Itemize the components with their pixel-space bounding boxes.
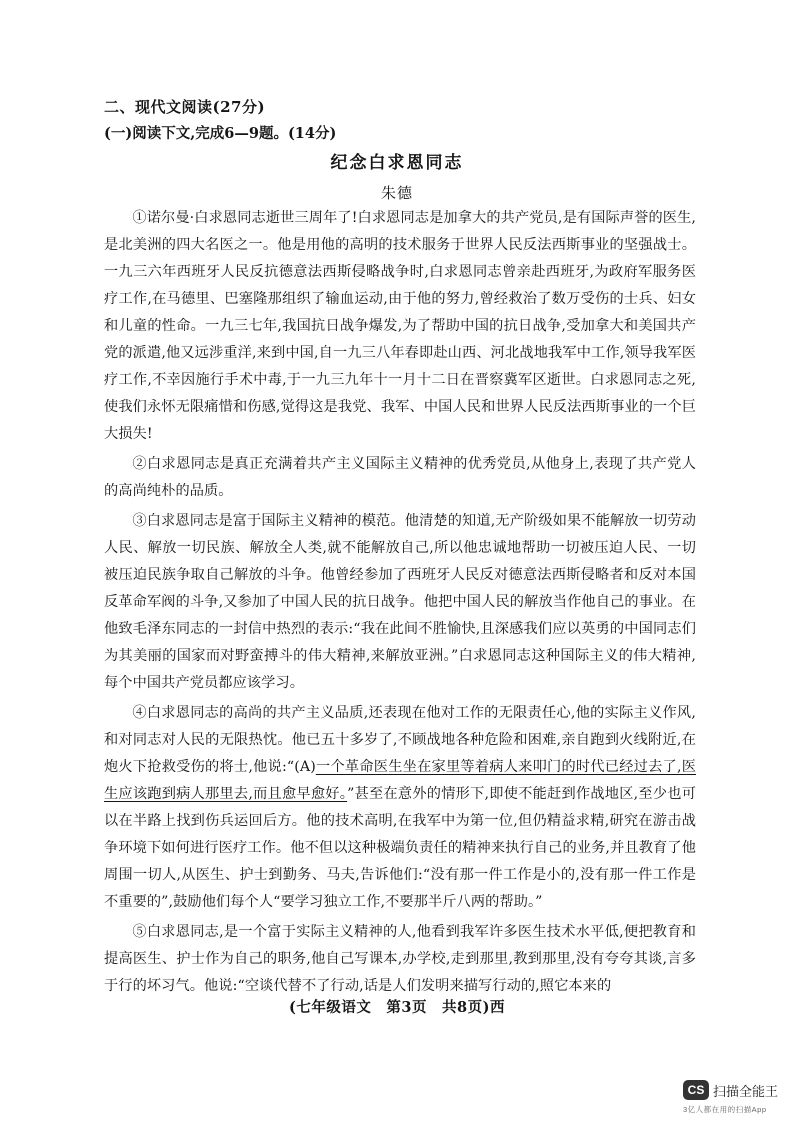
scanner-watermark <box>683 1080 778 1100</box>
question-instruction: (一)阅读下文,完成6—9题。(14分) <box>104 125 337 142</box>
paragraph-4 <box>104 700 696 916</box>
paragraph-4-rest: ”甚至在意外的情形下,即使不能赶到作战地区,至少也可以在半路上找到伤兵运回后方。他的技术高明,在我军中为第一位,但仍精益求精,研究在游击战争环境下如何进行医疗工作。他不但以这种极端负责任的精神来执行自己的业务,并且教育了他周围一切人,从医生、护士到勤务、马夫,告诉他们:“没有那一件工作是小的,没有那一件工作是不重要的”,鼓励他们每个人“要学习独立工作,不要那半斤八两的帮助。” <box>104 786 697 910</box>
article-title: 纪念白求恩同志 <box>330 153 464 173</box>
paragraph-5: ⑤白求恩同志,是一个富于实际主义精神的人,他看到我军许多医生技术水平低,便把教育和提高医生、护士作为自己的职务,他自己写课本,办学校,走到那里,教到那里,没有夸夸其谈,言多于行的坏习气。他说:“空谈代替不了行动,话是人们发明来描写行动的,照它本来的 <box>104 924 696 994</box>
camscanner-logo-icon: CS <box>683 1080 709 1100</box>
section-title: 二、现代文阅读(27分) <box>104 98 266 116</box>
paragraph-3: ③白求恩同志是富于国际主义精神的模范。他清楚的知道,无产阶级如果不能解放一切劳动人民、解放一切民族、解放全人类,就不能解放自己,所以他忠诚地帮助一切被压迫人民、一切被压迫民族争取自己解放的斗争。他曾经参加了西班牙人民反对德意法西斯侵略者和反对本国反革命军阀的斗争,又参加了中国人民的抗日战争。他把中国人民的解放当作他自己的事业。在他致毛泽东同志的一封信中热烈的表示:“我在此间不胜愉快,且深感我们应以英勇的中国同志们为其美丽的国家而对野蛮搏斗的伟大精神,来解放亚洲。”白求恩同志这种国际主义的伟大精神,每个中国共产党员都应该学习。 <box>104 513 696 691</box>
underlined-sentence-a: 一个革命医生坐在家里等着病人来叩门的时代已经过去了,医生应该跑到病人那里去,而且愈早愈好。 <box>104 759 696 802</box>
paragraph-1: ①诺尔曼·白求恩同志逝世三周年了!白求恩同志是加拿大的共产党员,是有国际声誉的医生,是北美洲的四大名医之一。他是用他的高明的技术服务于世界人民反法西斯事业的坚强战士。一九三六年西班牙人民反抗德意法西斯侵略战争时,白求恩同志曾亲赴西班牙,为政府军服务医疗工作,在马德里、巴塞隆那组织了输血运动,由于他的努力,曾经救治了数万受伤的士兵、妇女和儿童的性命。一九三七年,我国抗日战争爆发,为了帮助中国的抗日战争,受加拿大和美国共产党的派遣,他又远涉重洋,来到中国,自一九三八年春即赴山西、河北战地我军中工作,领导我军医疗工作,不幸因施行手术中毒,于一九三九年十一月十二日在晋察冀军区逝世。白求恩同志之死,使我们永怀无限痛惜和伤感,觉得这是我党、我军、中国人民和世界人民反法西斯事业的一个巨大损失! <box>104 210 696 442</box>
page-footer: (七年级语文 第3页 共8页)西 <box>289 999 505 1016</box>
scanner-tagline: 3亿人都在用的扫描App <box>683 1105 767 1114</box>
article-author: 朱德 <box>380 184 413 202</box>
paragraph-4-lead: ④白求恩同志的高尚的共产主义品质,还表现在他对工作的无限责任心,他的实际主义作风,和对同志对人民的无限热忱。他已五十多岁了,不顾战地各种危险和困难,亲自跑到火线附近,在炮火下抢救受伤的将士,他说:“(A) <box>104 705 696 775</box>
paragraph-2: ②白求恩同志是真正充满着共产主义国际主义精神的优秀党员,从他身上,表现了共产党人的高尚纯朴的品质。 <box>104 456 696 499</box>
scanner-app-name: 扫描全能王 <box>713 1083 779 1099</box>
article-body <box>104 205 696 1003</box>
